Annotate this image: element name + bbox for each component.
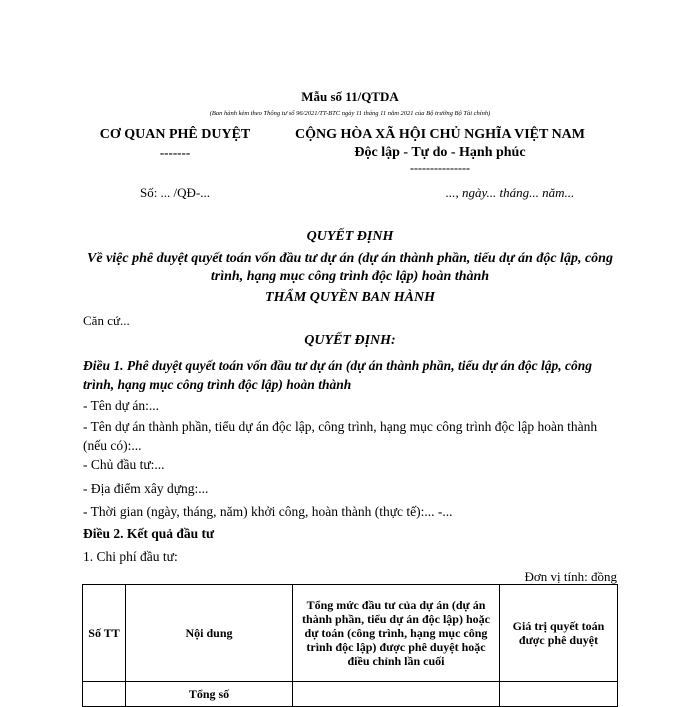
decision-heading: QUYẾT ĐỊNH: [304, 333, 396, 348]
place-date: ..., ngày... tháng... năm... [445, 185, 575, 200]
item-location: - Địa điểm xây dựng:... [83, 481, 209, 496]
cell-approved-value [500, 682, 618, 707]
header-total-investment: Tổng mức đầu tư của dự án (dự án thành phần, tiểu dự án độc lập) hoặc dự toán (công trình, hạng mục công trình độc lập) được phê duyệt hoặc điều chỉnh lần cuối [293, 585, 500, 682]
currency-unit: Đơn vị tính: đồng [524, 569, 617, 584]
cell-total-label: Tổng số [126, 682, 293, 707]
document-number: Số: ... /QĐ-... [139, 185, 211, 200]
table-row [83, 682, 618, 707]
table-header-row [83, 585, 618, 682]
article-2: Điều 2. Kết quả đầu tư [83, 526, 215, 541]
issued-note: (Ban hành kèm theo Thông tư số 96/2021/TT-BTC ngày 11 tháng 11 năm 2021 của Bộ trưởng Bộ Tài chính) [209, 110, 491, 117]
legal-basis: Căn cứ... [83, 313, 130, 328]
issuing-authority: THẨM QUYỀN BAN HÀNH [265, 290, 435, 305]
form-number: Mẫu số 11/QTDA [301, 89, 399, 104]
motto: Độc lập - Tự do - Hạnh phúc [354, 145, 526, 160]
cell-total-investment [293, 682, 500, 707]
agency-dash: ------- [159, 145, 191, 160]
article-1: Điều 1. Phê duyệt quyết toán vốn đầu tư dự án (dự án thành phần, tiểu dự án độc lập, công trình, hạng mục công trình độc lập) hoàn thành [83, 358, 593, 392]
header-no: Số TT [83, 585, 126, 682]
decision-subject: Về việc phê duyệt quyết toán vốn đầu tư dự án (dự án thành phần, tiểu dự án độc lập, công trình, hạng mục công trình độc lập) hoàn thành [87, 251, 613, 284]
investment-cost-table [82, 584, 618, 707]
approving-agency: CƠ QUAN PHÊ DUYỆT [99, 127, 251, 142]
decision-title: QUYẾT ĐỊNH [306, 229, 394, 244]
item-investor: - Chủ đầu tư:... [83, 457, 165, 472]
cell-no [83, 682, 126, 707]
nation-heading: CỘNG HÒA XÃ HỘI CHỦ NGHĨA VIỆT NAM [294, 127, 585, 142]
item-component-name: - Tên dự án thành phần, tiểu dự án độc lập, công trình, hạng mục công trình độc lập hoàn thành (nếu có):... [83, 419, 598, 453]
motto-dash: --------------- [410, 161, 470, 175]
section-investment-costs: 1. Chi phí đầu tư: [83, 549, 178, 564]
header-approved-value: Giá trị quyết toán được phê duyệt [500, 585, 618, 682]
header-content: Nội dung [126, 585, 293, 682]
item-project-name: - Tên dự án:... [83, 398, 160, 413]
item-timeline: - Thời gian (ngày, tháng, năm) khởi công, hoàn thành (thực tế):... -... [83, 504, 453, 519]
